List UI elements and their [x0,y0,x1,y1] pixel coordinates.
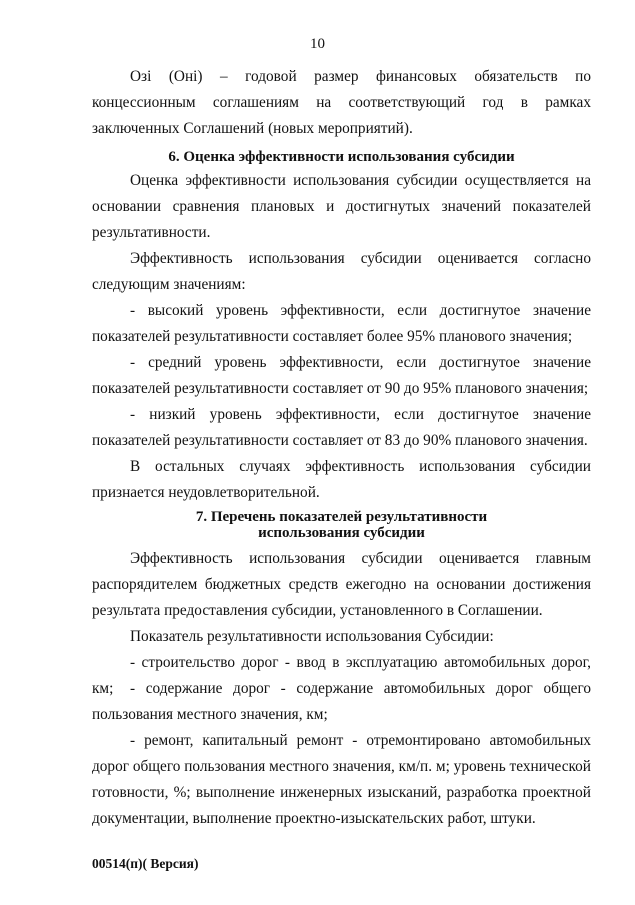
list-item-high-efficiency: - высокий уровень эффективности, если достигнутое значение показателей результативности составляет более 95% планового значения; [92,302,591,345]
paragraph-ozi-definition: Озі (Оні) – годовой размер финансовых обязательств по концессионным соглашениям на соответствующий год в рамках заключенных Соглашений (новых мероприятий). [92,68,591,137]
list-item-road-maintenance: - содержание дорог - содержание автомобильных дорог общего пользования местного значения, км; [92,680,591,723]
document-footer-code: 00514(п)( Версия) [92,856,199,871]
section-7-title [92,509,591,541]
paragraph-evaluation-values: Эффективность использования субсидии оценивается согласно следующим значениям: [92,250,591,293]
page-number: 10 [310,36,325,52]
paragraph-indicator-heading: Показатель результативности использования Субсидии: [130,628,494,645]
list-item-medium-efficiency: - средний уровень эффективности, если достигнутое значение показателей результативности составляет от 90 до 95% планового значения; [92,354,591,397]
section-7-title-line2: использования субсидии [258,525,425,541]
paragraph-unsatisfactory: В остальных случаях эффективность использования субсидии признается неудовлетворительной. [92,458,591,501]
section-6-title: 6. Оценка эффективности использования субсидии [168,149,515,165]
section-7-title-line1: 7. Перечень показателей результативности [195,509,488,525]
list-item-road-repair: - ремонт, капитальный ремонт - отремонтировано автомобильных дорог общего пользования местного значения, км/п. м; уровень технической готовности, %; выполнение инженерных изысканий, разработка проектной документации, выполнение проектно-изыскательских работ, штуки. [92,732,591,827]
list-item-road-construction: - строительство дорог - ввод в эксплуатацию автомобильных дорог, км; [92,654,591,697]
list-item-low-efficiency: - низкий уровень эффективности, если достигнутое значение показателей результативности составляет от 83 до 90% планового значения. [92,406,591,449]
paragraph-evaluation-basis: Оценка эффективности использования субсидии осуществляется на основании сравнения плановых и достигнутых значений показателей результативности. [92,172,591,241]
paragraph-main-administrator: Эффективность использования субсидии оценивается главным распорядителем бюджетных средств ежегодно на основании достижения результата предоставления субсидии, установленного в Соглашении. [92,550,591,619]
